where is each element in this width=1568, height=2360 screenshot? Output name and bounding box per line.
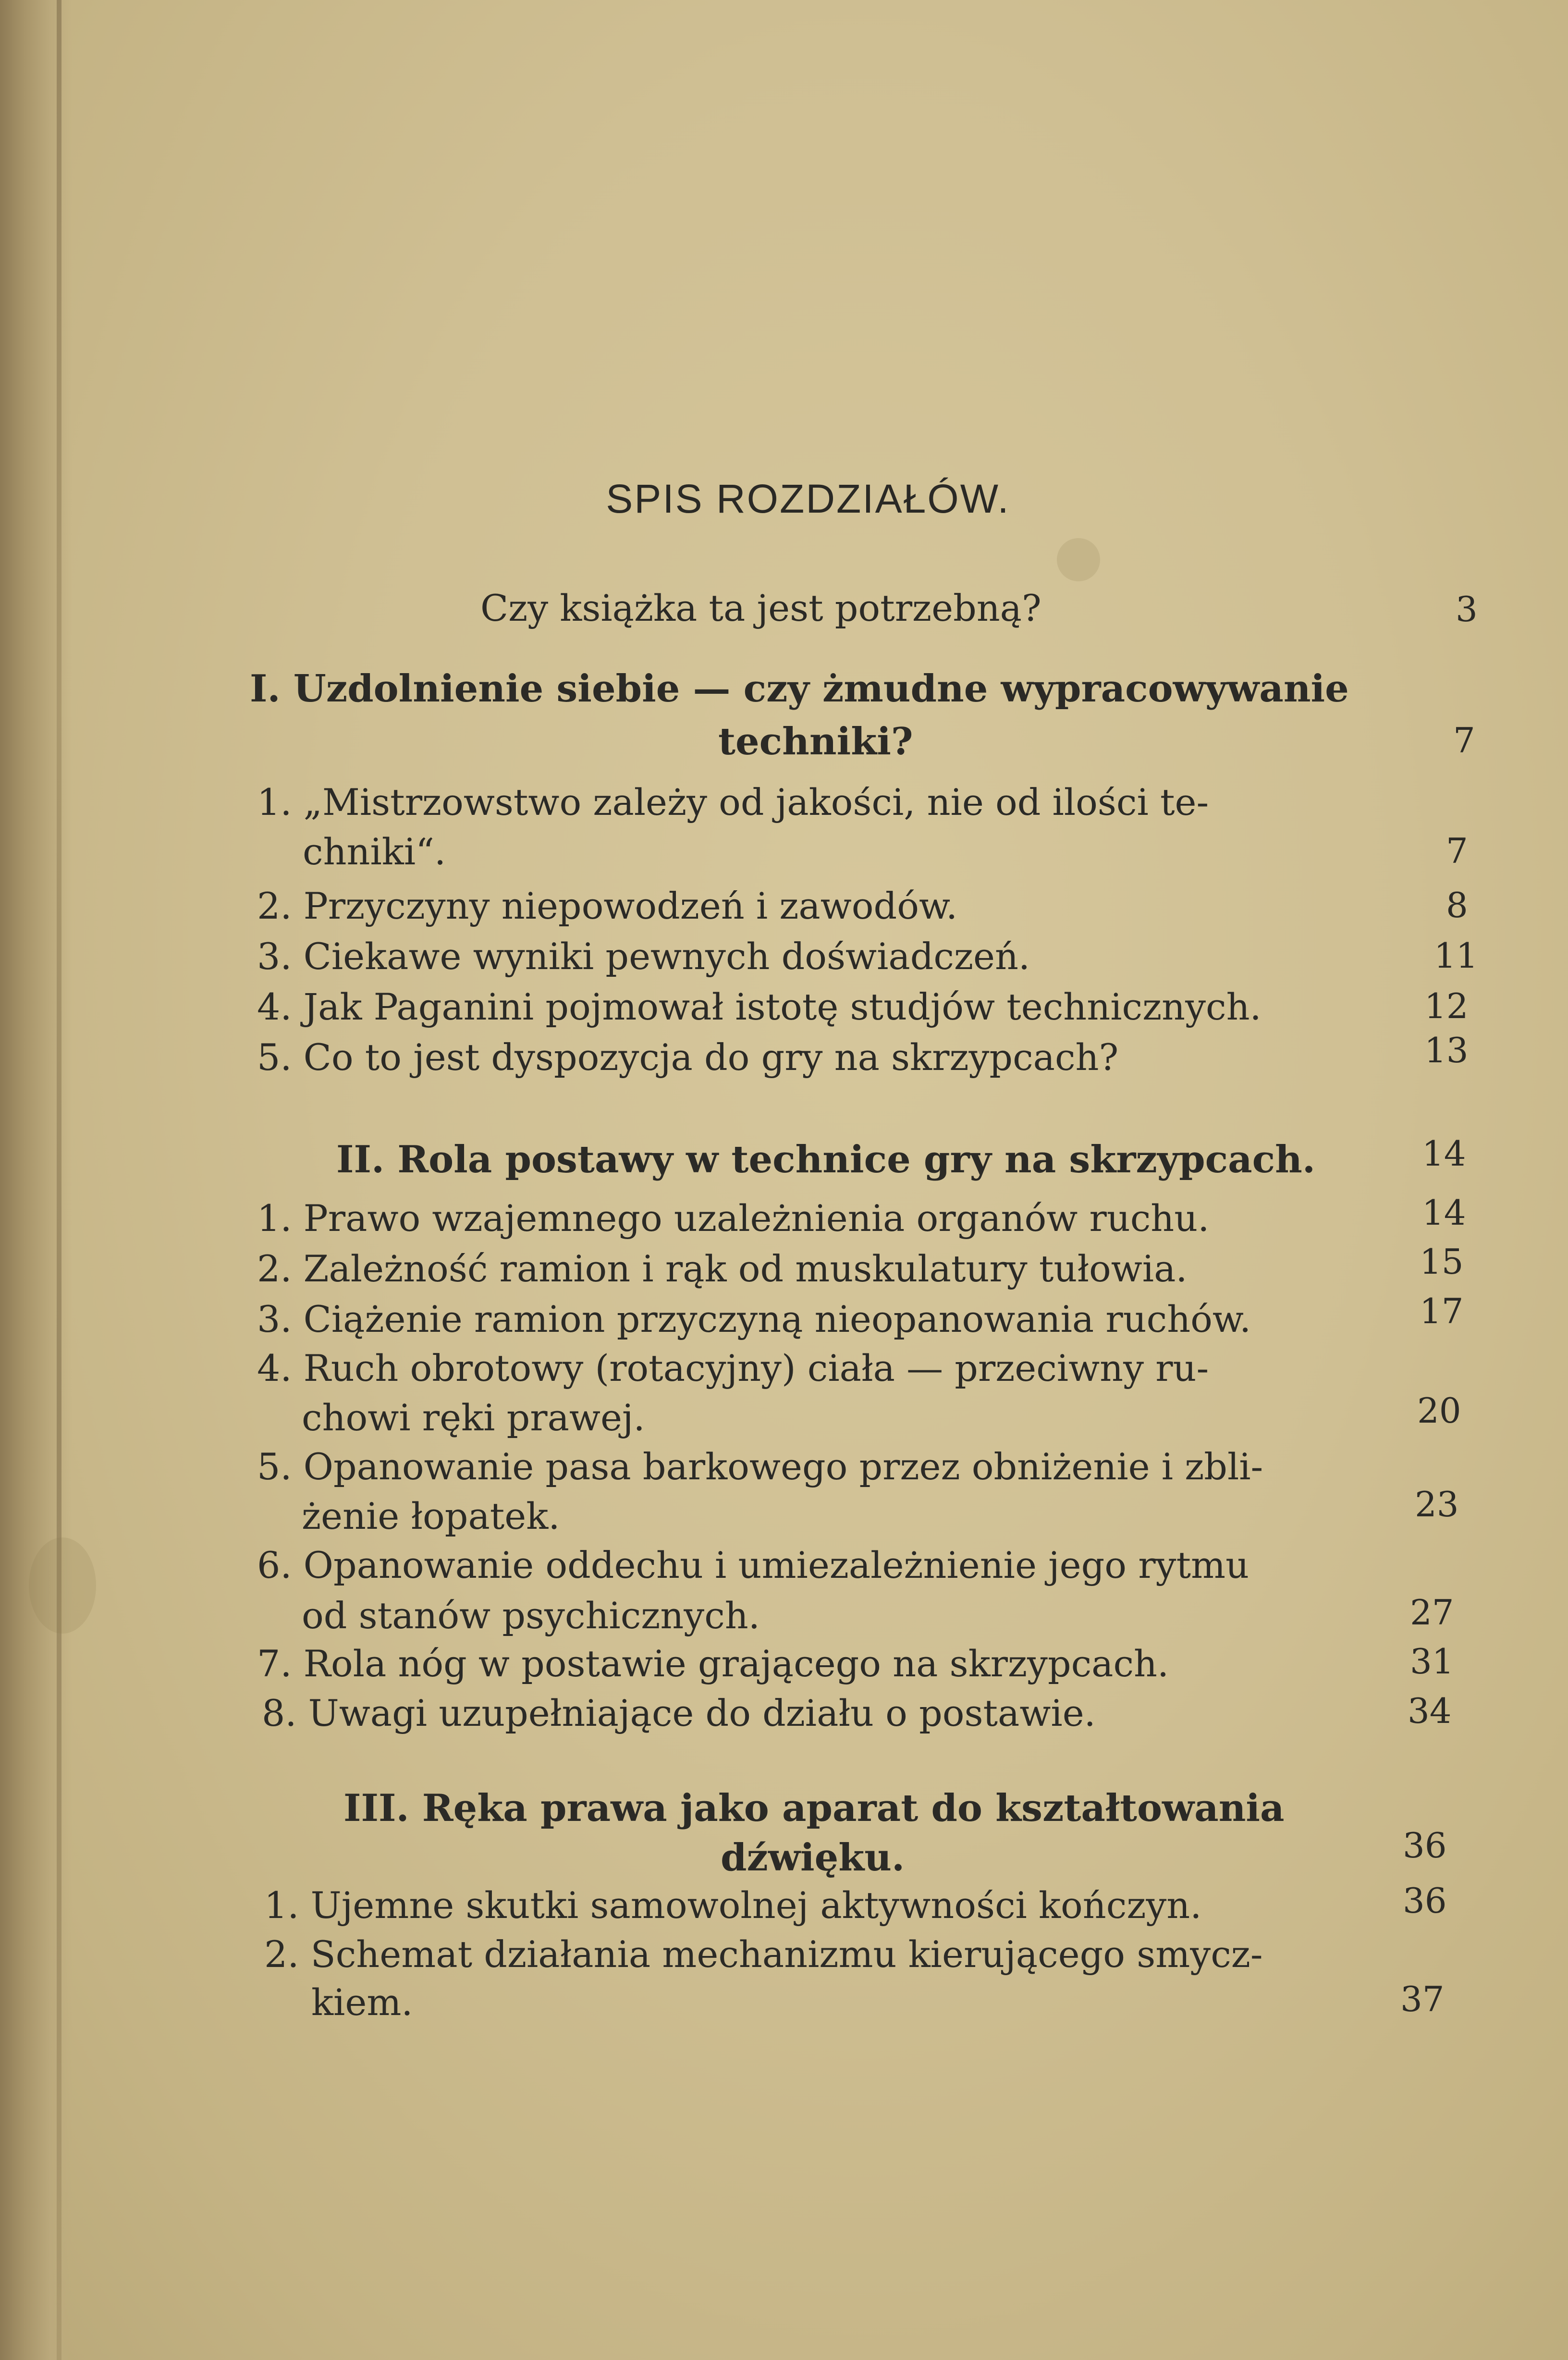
toc-item-page: 11	[1434, 935, 1478, 976]
toc-item-page: 31	[1410, 1641, 1454, 1682]
spine-edge	[57, 0, 61, 2360]
toc-item-page: 14	[1422, 1192, 1466, 1233]
toc-item: 4. Jak Paganini pojmował istotę studjów technicznych.	[257, 985, 1262, 1028]
toc-item: 1. „Mistrzowstwo zależy od jakości, nie od ilości te-	[257, 781, 1209, 824]
toc-item-cont: od stanów psychicznych.	[302, 1594, 760, 1637]
chapter-1-page: 7	[1453, 720, 1475, 761]
chapter-1-title: I. Uzdolnienie siebie — czy żmudne wypracowywanie	[250, 667, 1349, 711]
toc-item: 4. Ruch obrotowy (rotacyjny) ciała — przeciwny ru-	[257, 1347, 1209, 1389]
chapter-2-page: 14	[1422, 1133, 1466, 1174]
toc-item-page: 36	[1403, 1881, 1447, 1921]
toc-item: 5. Opanowanie pasa barkowego przez obniżenie i zbli-	[257, 1445, 1263, 1488]
toc-item-cont: żenie łopatek.	[302, 1495, 560, 1537]
toc-item: 2. Schemat działania mechanizmu kierującego smycz-	[264, 1933, 1263, 1976]
toc-item: 3. Ciążenie ramion przyczyną nieopanowania ruchów.	[257, 1298, 1251, 1340]
toc-item-page: 17	[1420, 1291, 1464, 1331]
toc-intro-page: 3	[1456, 589, 1478, 629]
toc-item: 1. Prawo wzajemnego uzależnienia organów ruchu.	[257, 1197, 1210, 1240]
toc-item-cont: kiem.	[311, 1981, 413, 2024]
toc-item: 7. Rola nóg w postawie grającego na skrzypcach.	[257, 1642, 1169, 1685]
chapter-1-title-cont: techniki?	[718, 720, 913, 763]
paper-stain	[1057, 538, 1100, 581]
toc-item-page: 34	[1408, 1691, 1452, 1731]
chapter-3-title-cont: dźwięku.	[721, 1836, 905, 1880]
toc-item: 2. Zależność ramion i rąk od muskulatury tułowia.	[257, 1247, 1188, 1290]
chapter-2-title: II. Rola postawy w technice gry na skrzypcach.	[336, 1138, 1316, 1181]
toc-item-cont: chowi ręki prawej.	[302, 1396, 645, 1439]
toc-item: 8. Uwagi uzupełniające do działu o postawie.	[262, 1692, 1096, 1734]
toc-item-page: 13	[1424, 1030, 1469, 1070]
toc-item-page: 37	[1400, 1979, 1445, 2019]
chapter-3-title: III. Ręka prawa jako aparat do kształtowania	[343, 1786, 1285, 1830]
toc-item-page: 8	[1446, 885, 1468, 925]
toc-item: 2. Przyczyny niepowodzeń i zawodów.	[257, 885, 958, 927]
paper-stain	[29, 1537, 96, 1634]
toc-item: 6. Opanowanie oddechu i umiezależnienie jego rytmu	[257, 1544, 1250, 1586]
toc-item: 1. Ujemne skutki samowolnej aktywności kończyn.	[264, 1884, 1202, 1927]
toc-item: 3. Ciekawe wyniki pewnych doświadczeń.	[257, 935, 1030, 978]
toc-item-page: 20	[1417, 1390, 1461, 1431]
toc-item-page: 12	[1424, 986, 1469, 1026]
toc-item-page: 7	[1446, 831, 1468, 871]
chapter-3-page: 36	[1403, 1825, 1447, 1866]
toc-item-cont: chniki“.	[303, 830, 446, 873]
toc-intro-label: Czy książka ta jest potrzebną?	[480, 587, 1041, 629]
toc-item-page: 15	[1420, 1241, 1464, 1282]
page-title: SPIS ROZDZIAŁÓW.	[606, 476, 1010, 521]
toc-item-page: 23	[1415, 1484, 1459, 1524]
toc-item-page: 27	[1410, 1592, 1454, 1633]
toc-item: 5. Co to jest dyspozycja do gry na skrzypcach?	[257, 1036, 1119, 1079]
